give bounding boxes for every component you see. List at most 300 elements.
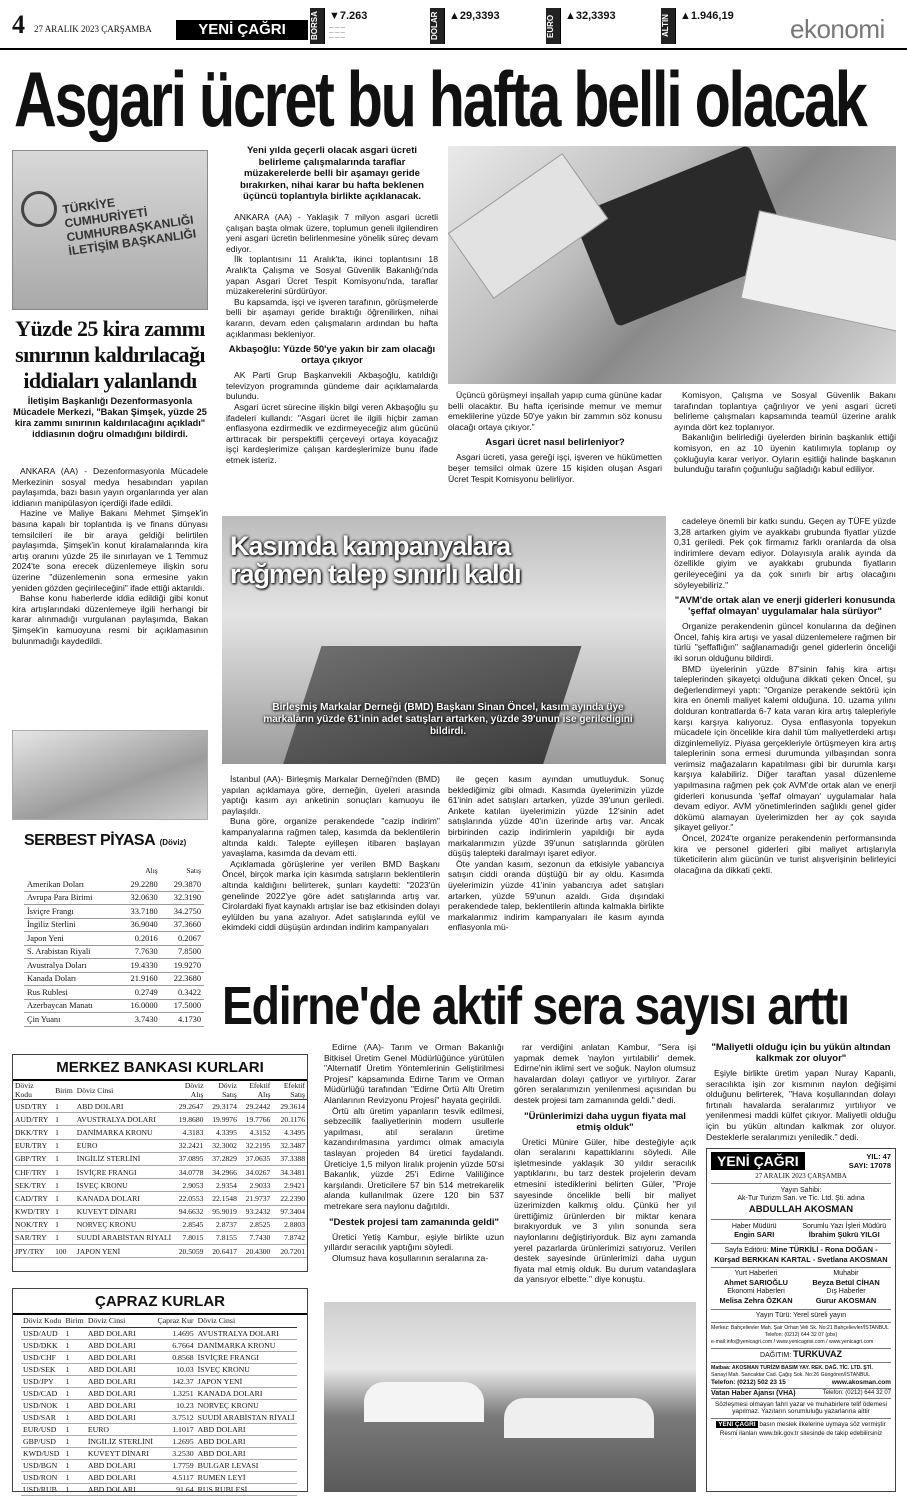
rate-value: 94.6632 — [173, 1205, 205, 1218]
paragraph: Edirne (AA)- Tarım ve Orman Bakanlığı Bitkisel Üretim Genel Müdürlüğünce yürütülen "Alternatif Üretim Yöntemlerinin Geliştirilmesi Projesi" kapsamında Edirne Tarım ve Orman Müdürlüğü tarafından "Edirne Örtü Altı Üretim Alanlarının Revizyonu Projesi" hayata geçirildi. — [324, 1042, 504, 1105]
person: İbrahim Şükrü YILGI — [808, 1230, 880, 1240]
role: Dış Haberler — [826, 1288, 866, 1296]
paragraph: Hazine ve Maliye Bakanı Mehmet Şimşek'in basına kapalı bir toplantıda iş ve finans dünyası temsilcileri ile bir araya geldiği belirtilen paylaşımda, Şimşek'in konut kiralamalarında kira artış oranını yüzde 25 ile sınırlayan ve 1 Temmuz 2024'te sona erecek düzenlemeye ilişkin soru üzerine "düzenlemenin sona ermesine yakın yeniden gözden geçirileceğini" ifade ettiği aktarıldı. — [12, 508, 208, 593]
email: e-mail:info@yenicagri.com / www.yenicagrisi.com / www.yenicagri.com — [711, 1339, 874, 1346]
cross-rate: 3.7512 — [155, 1411, 195, 1423]
table-row — [24, 986, 204, 1000]
edirne-body-col2 — [514, 1042, 696, 1285]
kira-body — [12, 466, 208, 646]
table-row — [13, 1245, 307, 1258]
currency-code: SAR/TRY — [13, 1231, 53, 1244]
table-header — [24, 864, 204, 878]
sell-value: 37.3660 — [161, 918, 204, 932]
subheading: "Ürünlerimizi daha uygun fiyata mal etmiş olduk" — [524, 1110, 686, 1133]
rate-value: 2.8737 — [205, 1218, 238, 1231]
table-row — [21, 1399, 297, 1411]
publication-type: Yayın Türü: Yerel süreli yayın — [711, 1310, 891, 1324]
table-row — [21, 1339, 297, 1351]
asgari-body-col2 — [448, 390, 662, 484]
currency-name: Avustralya Doları — [24, 959, 117, 973]
currency-name: ABD DOLARI — [86, 1327, 156, 1339]
table-row — [24, 918, 204, 932]
rate-value: 7.8015 — [173, 1231, 205, 1244]
cross-rate: 1.3251 — [155, 1387, 195, 1399]
unit: 1 — [64, 1399, 86, 1411]
person: Melisa Zehra ÖZKAN — [719, 1295, 793, 1305]
currency-name: ABD DOLARI — [86, 1471, 156, 1483]
unit: 1 — [64, 1435, 86, 1447]
mall-body-col1 — [222, 774, 440, 933]
ticker-altin — [661, 8, 734, 44]
sell-value: 22.3680 — [161, 972, 204, 986]
rate-value: 22.1548 — [205, 1192, 238, 1205]
rate-value: 20.7201 — [272, 1245, 307, 1258]
owner-label: Yayın Sahibi: — [780, 1186, 822, 1194]
currency-name: ABD DOLARI — [86, 1351, 156, 1363]
currency-name: EURO — [75, 1139, 173, 1152]
greenhouse-icon — [504, 1398, 654, 1438]
ethics-logo: YENİ ÇAĞRI — [718, 1420, 756, 1428]
unit: 1 — [64, 1351, 86, 1363]
kira-lead: İletişim Başkanlığı Dezenformasyonla Mücadele Merkezi, "Bakan Şimşek, yüzde 25 kira zammı sınırının kaldırılacağını açıkladı" iddiasının doğru olmadığını bildirdi. — [13, 396, 207, 439]
rate-value: 21.9737 — [239, 1192, 272, 1205]
sell-value: 29.3870 — [161, 878, 204, 892]
sell-value: 0.3422 — [161, 986, 204, 1000]
person: Engin SARI — [734, 1230, 775, 1240]
year: YIL: 47 — [866, 1152, 891, 1161]
logo — [176, 20, 308, 40]
person: Beyza Betül CİHAN — [812, 1277, 880, 1287]
address: Merkez: Bahçelievler Mah. Şair Orhan Veli Sk. No:21 Bahçelievler/İSTANBUL — [711, 1325, 889, 1332]
cross-rate: 3.2530 — [155, 1447, 195, 1459]
table-row — [13, 1113, 307, 1126]
currency-name: Japon Yeni — [24, 932, 117, 946]
rate-value: 2.9053 — [173, 1179, 205, 1192]
edirne-headline: Edirne'de aktif sera sayısı arttı — [222, 976, 849, 1036]
pair-code: USD/BGN — [21, 1459, 64, 1471]
capraz-table — [21, 1315, 297, 1496]
page-number: 4 — [12, 10, 25, 39]
table-row — [24, 945, 204, 959]
greenhouse-icon — [364, 1382, 484, 1422]
printer: Matbaa: AKOSMAN TURİZM BASIM YAY. REK. DAĞ. TİC. LTD. ŞTİ. — [711, 1364, 873, 1371]
legal-note: Sözleşmesi olmayan fahri yazar ve muhabirlere telif ödemesi yapılmaz. Yazıların sorumluluğu yazarlarına aittir — [715, 1400, 887, 1416]
column-header: Efektif Alış — [239, 1081, 272, 1100]
column-header: Döviz Cinsi — [75, 1081, 173, 1100]
rate-value: 37.3388 — [272, 1152, 307, 1165]
agency-phone: Telefon: (0212) 644 32 07 — [822, 1389, 891, 1396]
rate-value: 95.9019 — [205, 1205, 238, 1218]
official-ads-note: Resmi ilanları www.bik.gov.tr sitesinde de takip edebilirsiniz — [719, 1429, 883, 1437]
mall-body-col2 — [448, 774, 664, 933]
cross-rate: 6.7664 — [155, 1339, 195, 1351]
distributor: TURKUVAZ — [793, 1349, 842, 1360]
currency-name: KUVEYT DİNARI — [75, 1205, 173, 1218]
capraz-box — [12, 1288, 308, 1492]
printer-address: Sanayi Mah. Sancaktar Cad. Çağış Sok. No:26 Güngören/İSTANBUL — [711, 1371, 871, 1378]
subheading: "Maliyetli olduğu için bu yükün altından kalkmak zor oluyor" — [711, 1042, 891, 1064]
paragraph: AK Parti Grup Başkanvekili Akbaşoğlu, katıldığı televizyon programında gündeme dair açıklamalarda bulundu. — [226, 370, 438, 402]
column-header: Birim — [64, 1315, 86, 1327]
paragraph: Üretici Yetiş Kambur, eşiyle birlikte uzun yıllardır seracılık yaptığını söyledi. — [324, 1231, 504, 1253]
buy-value: 33.7180 — [117, 905, 160, 919]
rate-value: 7.8155 — [205, 1231, 238, 1244]
person: Gurur AKOSMAN — [815, 1295, 877, 1305]
pair-code: USD/SEK — [21, 1363, 64, 1375]
unit: 1 — [53, 1192, 75, 1205]
buy-value: 32.0630 — [117, 891, 160, 905]
table-row — [21, 1375, 297, 1387]
logo-text: YENİ ÇAĞRI — [198, 21, 286, 38]
unit: 1 — [64, 1363, 86, 1375]
rate-value: 37.0895 — [173, 1152, 205, 1165]
cross-rate: 1.2695 — [155, 1435, 195, 1447]
table-row — [24, 999, 204, 1013]
buy-value: 29.2280 — [117, 878, 160, 892]
ticker-label: BORSA — [310, 8, 324, 44]
paragraph: Öncel, 2024'te organize perakendenin performansında kira ve personel giderleri gibi maliyet artışlarıyla tüketicilerin alım gücünün ve turist alışverişinin belirleyici olacağına da dikkati çekti. — [674, 833, 896, 875]
mall-caption: Birleşmiş Markalar Derneği (BMD) Başkanı Sinan Öncel, kasım ayında üye markaların yüzde 61'inin adet satışları artarken, yüzde 39'unun ise geriledigini bildirdi. — [263, 702, 633, 737]
serbest-title-sub: (Döviz) — [159, 838, 187, 847]
rate-value: 4.3395 — [205, 1126, 238, 1139]
pair-code: EUR/USD — [21, 1423, 64, 1435]
pair-code: USD/NOK — [21, 1399, 64, 1411]
paragraph: Organize perakendenin güncel konularına da değinen Öncel, fahiş kira artışı ve yasal düzenlemelere rağmen bir türlü "şeffaflığın" sağlanamadığı genel giderlerin önceliği iki sorun olduğunu bildirdi. — [674, 621, 896, 663]
table-row — [21, 1327, 297, 1339]
sell-value: 32.3190 — [161, 891, 204, 905]
currency-name: ABD DOLARI — [86, 1483, 156, 1495]
cross-rate: 4.5117 — [155, 1471, 195, 1483]
buy-value: 3.7430 — [117, 1013, 160, 1027]
table-row — [21, 1351, 297, 1363]
paragraph: Örtü altı üretim yapanların tesvik edilmesi, sebzecilik faaliyetlerinin modern usullerle yapılması, atıl seraların üretime kazandırılmasına yardımcı olmak amacıyla taslayan projeden 84 üretici faydalandı. Üreticiye 1,5 milyon liralık projenin yüzde 50'si Bakanlık, yüzde 25'i Edirne Valiliğince karşılandı. Üreticilere 57 bin 514 metrekarelik alanda kullanılmak üzere 120 bin 537 metrekare sera naylonu dağıtıldı. — [324, 1105, 504, 1211]
impressum-date: 27 ARALIK 2023 ÇARŞAMBA — [711, 1170, 891, 1184]
currency-name: İSVİÇRE FRANGI — [75, 1165, 173, 1178]
paragraph: Bakanlığın belirlediği üyelerden birinin başkanlık ettiği komisyon, en az 10 üyenin katılımıyla toplanıp oy çokluğuyla karar veriyor. Oyların eşitliği halinde başkanın bulunduğu tarafın çoğunluğu sağladığı kabul ediliyor. — [674, 432, 896, 475]
currency-name: ABD DOLARI — [86, 1387, 156, 1399]
owner-company: Ak-Tur Turizm San. ve Tic. Ltd. Şti. adına — [737, 1195, 865, 1203]
cross-rate: 10.03 — [155, 1363, 195, 1375]
currency-name: S. Arabistan Riyali — [24, 945, 117, 959]
greenhouse-photo — [324, 1302, 696, 1492]
rate-value: 93.2432 — [239, 1205, 272, 1218]
banknote-icon — [740, 210, 896, 331]
table-row — [24, 959, 204, 973]
currency-code: KWD/TRY — [13, 1205, 53, 1218]
headline-text: Asgari ücret bu hafta belli olacak — [14, 56, 866, 142]
unit: 1 — [64, 1423, 86, 1435]
mall-body-col3 — [674, 516, 896, 875]
paragraph: Bahse konu haberlerde iddia edildiği gibi konut kira artışlarındaki düzenlemeye ilgili herhangi bir karar alınmadığı vurgulanan paylaşımda, Bakan Şimşek'in kamuoyuna resmi bir açıklamasının bulunmadığı kaydedildi. — [12, 593, 208, 646]
column-header: Döviz Kodu — [13, 1081, 53, 1100]
sell-value: 19.9270 — [161, 959, 204, 973]
masthead — [0, 0, 907, 50]
paragraph: cadeleye önemli bir katkı sundu. Geçen ay TÜFE yüzde 3,28 artarken giyim ve ayakkabı grubunda fiyatlar yüzde 0,31 geriledi. Pek çok firmamız farklı oranlarda da olsa indirimlere devam ediyor. Dolayısıyla aralık ayında da özellikle giyim ve ayakkabı grubunda fiyatların gerileyeceğini ya da çok sınırlı bir artış olacağını söyleyebiliriz." — [674, 516, 896, 590]
cross-rate: 1.1017 — [155, 1423, 195, 1435]
person: Ahmet SARIOĞLU — [723, 1277, 789, 1287]
currency-name: KANADA DOLARI — [196, 1387, 297, 1399]
ticker-value: ▲32,3393 — [565, 10, 616, 22]
role: Muhabir — [833, 1270, 859, 1278]
asgari-photo — [448, 146, 896, 384]
unit: 1 — [53, 1165, 75, 1178]
sell-value: 34.2750 — [161, 905, 204, 919]
cross-rate: 142.37 — [155, 1375, 195, 1387]
cross-rate: 1.7759 — [155, 1459, 195, 1471]
currency-name: DANİMARKA KRONU — [196, 1339, 297, 1351]
cross-rate: 0.8568 — [155, 1351, 195, 1363]
ethics-note — [711, 1418, 891, 1430]
unit: 1 — [64, 1459, 86, 1471]
currency-name: ABD DOLARI — [86, 1363, 156, 1375]
rate-value: 2.8525 — [239, 1218, 272, 1231]
table-row — [13, 1139, 307, 1152]
currency-name: ABD DOLARI — [86, 1375, 156, 1387]
pair-code: USD/CHF — [21, 1351, 64, 1363]
sell-value: 0.2067 — [161, 932, 204, 946]
column-header: Döviz Satış — [205, 1081, 238, 1100]
currency-name: Rus Rublesi — [24, 986, 117, 1000]
pair-code: USD/CAD — [21, 1387, 64, 1399]
currency-name: İngiliz Sterlini — [24, 918, 117, 932]
pair-code: USD/SAR — [21, 1411, 64, 1423]
table-row — [24, 878, 204, 892]
pair-code: USD/DKK — [21, 1339, 64, 1351]
table-row — [13, 1152, 307, 1165]
serbest-table — [24, 864, 204, 1027]
rate-value: 20.1176 — [272, 1113, 307, 1126]
table-row — [13, 1205, 307, 1218]
role: Sorumlu Yazı İşleri Müdürü — [802, 1222, 887, 1230]
buy-value: 19.4330 — [117, 959, 160, 973]
currency-name: İNGİLİZ STERLİNİ — [75, 1152, 173, 1165]
mall-headline: Kasımda kampanyalara rağmen talep sınırlı kaldı — [230, 531, 521, 589]
asgari-lead: Yeni yılda geçerli olacak asgari ücreti belirleme çalışmalarında taraflar müzakerelerde belli bir aşamayı geride bırakırken, nihai karar bu hafta beklenen üçüncü toplantıyla birlikte açıklanacak. — [240, 145, 424, 203]
currency-name: KANADA DOLARI — [75, 1192, 173, 1205]
table-row — [24, 1013, 204, 1027]
rate-value: 29.3614 — [272, 1100, 307, 1113]
paragraph: İlk toplantısını 11 Aralık'ta, ikinci toplantısını 18 Aralık'ta Çalışma ve Sosyal Güvenlik Bakanlığı'nda yapan Asgari Ücret Tespit Komisyonu'nda, taraflar müzakerelerini sürdürüyor. — [226, 254, 438, 297]
currency-name: KUVEYT DİNARI — [86, 1447, 156, 1459]
emblem-icon — [21, 191, 57, 227]
ticker-dolar — [430, 8, 500, 44]
rate-value: 2.8803 — [272, 1218, 307, 1231]
unit: 1 — [53, 1179, 75, 1192]
asgari-body-col3 — [674, 390, 896, 475]
buy-value: 0.2016 — [117, 932, 160, 946]
currency-name: SUUDİ ARABİSTAN RİYALİ — [75, 1231, 173, 1244]
ticker-label: DOLAR — [430, 8, 444, 44]
table-row — [21, 1447, 297, 1459]
currency-name: Çin Yuanı — [24, 1013, 117, 1027]
currency-name: Azerbaycan Manatı — [24, 999, 117, 1013]
currency-code: GBP/TRY — [13, 1152, 53, 1165]
currency-name: Kanada Doları — [24, 972, 117, 986]
page-editors — [711, 1244, 891, 1268]
currency-name: Amerikan Doları — [24, 878, 117, 892]
rate-value: 2.9421 — [272, 1179, 307, 1192]
serbest-photo — [12, 730, 208, 820]
pair-code: USD/RUB — [21, 1483, 64, 1495]
paragraph: Asgari ücret sürecine ilişkin bilgi veren Akbaşoğlu şu ifadeleri kullandı: "Asgari ücret ile ilgili hiçbir zaman enflasyona ezdirmedik ve ezdirmeyeceğiz alım gücünü arttıracak bir perspektifli çerçeveyi ortaya koyacağız işçi kardeşlerimize çalışan kardeşlerimize bunu ifade etmek isteriz. — [226, 401, 438, 465]
currency-code: NOK/TRY — [13, 1218, 53, 1231]
ticker-value: ▼7.263 — [329, 10, 368, 22]
unit: 100 — [53, 1245, 75, 1258]
currency-name: SUUDİ ARABİSTAN RİYALİ — [196, 1411, 297, 1423]
buy-value: 36.9040 — [117, 918, 160, 932]
column-header: Döviz Alış — [173, 1081, 205, 1100]
printer-web: www.akosman.com — [831, 1378, 891, 1386]
rate-value: 19.8680 — [173, 1113, 205, 1126]
table-row — [24, 972, 204, 986]
currency-name: EURO — [86, 1423, 156, 1435]
banknote-icon — [448, 153, 608, 299]
agency-row — [711, 1388, 891, 1399]
rate-value: 2.9033 — [239, 1179, 272, 1192]
paragraph: Üçüncü görüşmeyi inşallah yapıp cuma gününe kadar belli olacaktır. Bu hafta içerisinde memur ve memur emeklilerine yüzde 50'ye yakın bir zammın söz konusu olacağı ortaya çıkıyor." — [448, 390, 662, 432]
section-name: ekonomi — [790, 14, 885, 44]
currency-name: AVUSTRALYA DOLARI — [75, 1113, 173, 1126]
table-row — [21, 1363, 297, 1375]
currency-name: ABD DOLARI — [196, 1423, 297, 1435]
currency-name: BULGAR LEVASI — [196, 1459, 297, 1471]
staff-row — [711, 1288, 891, 1309]
rate-value: 34.0267 — [239, 1165, 272, 1178]
currency-name: İSVEÇ KRONU — [75, 1179, 173, 1192]
unit: 1 — [53, 1205, 75, 1218]
person: Mine TÜRKİLİ - Rona DOĞAN - Kürşad BERKKAN KARTAL - Svetlana AKOSMAN — [714, 1244, 888, 1264]
rate-value: 22.0553 — [173, 1192, 205, 1205]
unit: 1 — [64, 1447, 86, 1459]
ticker-value: ▲29,3393 — [449, 10, 500, 22]
table-row — [21, 1423, 297, 1435]
serbest-title — [24, 832, 208, 850]
ethics-text: basın meslek ilkelerine uymaya söz vermiştir — [759, 1420, 886, 1428]
paragraph: Asgari ücreti, yasa gereği işçi, işveren ve hükümetten beşer temsilci olmak üzere 15 kişiden oluşan Asgari Ücret Tespit Komisyonu belirliyor. — [448, 452, 662, 484]
table-row — [13, 1165, 307, 1178]
buy-value: 16.0000 — [117, 999, 160, 1013]
currency-name: NORVEÇ KRONU — [196, 1399, 297, 1411]
currency-name: ABD DOLARI — [86, 1339, 156, 1351]
rate-value: 34.2966 — [205, 1165, 238, 1178]
table-row — [13, 1218, 307, 1231]
table-row — [24, 905, 204, 919]
rate-value: 4.3152 — [239, 1126, 272, 1139]
rate-value: 4.3495 — [272, 1126, 307, 1139]
role: Sayfa Editörü: — [724, 1246, 769, 1254]
unit: 1 — [53, 1152, 75, 1165]
pair-code: USD/JPY — [21, 1375, 64, 1387]
unit: 1 — [64, 1471, 86, 1483]
table-row — [21, 1387, 297, 1399]
table-row — [13, 1100, 307, 1113]
rate-value: 2.8545 — [173, 1218, 205, 1231]
main-headline — [0, 56, 907, 142]
column-header: Döviz Cinsi — [86, 1315, 156, 1327]
currency-name: NORVEÇ KRONU — [75, 1218, 173, 1231]
currency-name: İSVEÇ KRONU — [196, 1363, 297, 1375]
subheading: Akbaşoğlu: Yüzde 50'ye yakın bir zam olacağı ortaya çıkıyor — [228, 344, 436, 367]
table-row — [21, 1459, 297, 1471]
rate-value: 37.2829 — [205, 1152, 238, 1165]
column-header: Birim — [53, 1081, 75, 1100]
cross-rate: 1.4695 — [155, 1327, 195, 1339]
unit: 1 — [64, 1375, 86, 1387]
currency-name: İSVİÇRE FRANGI — [196, 1351, 297, 1363]
table-row — [24, 891, 204, 905]
ticker-borsa — [310, 8, 368, 44]
rate-value: 34.0778 — [173, 1165, 205, 1178]
paragraph: Komisyon, Çalışma ve Sosyal Güvenlik Bakanı tarafından toplantıya çağrılıyor ve yeni asgari ücreti belirleme çalışmaları kapsamında teamül üzerine aralık ayında dört kez toplanıyor. — [674, 390, 896, 432]
kira-photo — [12, 150, 208, 310]
ticker-details: — — — — — — — — — — [329, 25, 346, 40]
currency-name: ABD DOLARI — [86, 1459, 156, 1471]
role: Ekonomi Haberleri — [727, 1288, 785, 1296]
unit: 1 — [53, 1113, 75, 1126]
pair-code: GBP/USD — [21, 1435, 64, 1447]
currency-name: ABD DOLARI — [196, 1435, 297, 1447]
printer-phone: Telefon: (0212) 502 23 15 — [711, 1378, 786, 1386]
rate-value: 32.2195 — [239, 1139, 272, 1152]
ticker-label: ALTIN — [661, 8, 675, 44]
currency-name: JAPON YENİ — [75, 1245, 173, 1258]
currency-name: ABD DOLARI — [86, 1411, 156, 1423]
currency-code: CHF/TRY — [13, 1165, 53, 1178]
currency-code: DKK/TRY — [13, 1126, 53, 1139]
capraz-title: ÇAPRAZ KURLAR — [13, 1289, 307, 1315]
rate-value: 34.3481 — [272, 1165, 307, 1178]
role: Haber Müdürü — [731, 1222, 777, 1230]
paragraph: Bu kapsamda, işçi ve işveren tarafının, görüşmelerde belli bir aşamayı geride bıraktığı öğrenilirken, nihai kararın, devam eden çalışmaların ardından bu hafta açıklanması bekleniyor. — [226, 296, 438, 339]
paragraph: Eşiyle birlikte üretim yapan Nuray Kapanlı, seracılıkta işin zor kısmının naylon değişimi olduğunu belirterek, "Hava koşullarından dolayı fırtınalı havalarda seralarımız yırtılıyor ve yenilenmesi maddi külfet çıkıyor. Maliyetli olduğu için bu yükün altından kalkmak zor oluyor. Desteklerle seralarımızı yeniledik." dedi. — [706, 1068, 896, 1142]
buy-value: 0.2749 — [117, 986, 160, 1000]
currency-name: ABD DOLARI — [75, 1100, 173, 1113]
sell-value: 17.5000 — [161, 999, 204, 1013]
paragraph: rar verdiğini anlatan Kambur, "Sera işi yapmak demek 'naylon yırtılabilir' demek. Edirne'nin iklimi sert ve soğuk. Naylon olumsuz havalardan dolayı çatlıyor ve yırtılıyor. Zarar gören seralarımızın yenilenmesi açısından bu destek projesi tam zamanında geldi." dedi. — [514, 1042, 696, 1105]
edirne-headline-box — [222, 976, 902, 1036]
ticker-euro — [546, 8, 616, 44]
paragraph: Açıklamada görüşlerine yer verilen BMD Başkanı Öncel, birçok marka için kasımda satışların beklentilerin altında kaldığını belirterek, şunları kaydetti: "2023'ün genelinde 2022'ye göre adet satışlarında artış var. Cirolardaki fiyat kaynaklı artışlar ise baz etkisinden dolayı eylülden bu yana azalıyor. Adet satışlarında eylül ve ekimdeki ciddi düşüşün ardından indirim kampanyaları — [222, 858, 440, 933]
column-header: Çapraz Kur — [155, 1315, 195, 1327]
mall-photo — [222, 516, 666, 764]
paragraph: Buna göre, organize perakendede "cazip indirim" kampanyalarına rağmen talep, kasımda da beklentilerin altında kaldı. Talepte eyilleşen itibaren başlayan yavaşlama, kasımda da devam etti. — [222, 816, 440, 859]
sell-value: 7.8500 — [161, 945, 204, 959]
paragraph: BMD üyelerinin yüzde 87'sinin fahiş kira artışı taleplerinden şikayetçi olduğuna dikkati çeken Öncel, şu değerlendirmeyi yaptı: "Organize perakende sektörü için kira en önemli maliyet kalemi olduğuna. 10. uzama yılını dolduran kontratlarda 6-7 kata varan kira artış talepleriyle karşı karşıya kalıyoruz. Oysa enflasyonla topyekun mücadele için öncelikle kira dahil tüm maliyetlerdeki artışı dizginlemeliyiz. Piyasa gerçekleriyle örtüşmeyen kira artış taleplerinin sona ermesi durumunda yılbaşından sonra verimsiz mağazaların kapatılması gibi bir durumla karşı karşıya kalabiliriz. Diğer taraftan yasal düzenleme yapılmasına rağmen pek çok AVM'de ortak alan ve enerji giderleri konusunda 'şeffaf olmayan' uygulamalar hala devam ediyor. AVM yönetimlerinden sağlıklı genel gider dökümü alamayan üyelerimizden her ay çok sayıda şikayet geliyor." — [674, 663, 896, 833]
currency-name: RUS RUBLESİ — [196, 1483, 297, 1495]
table-row — [21, 1435, 297, 1447]
subheading: "AVM'de ortak alan ve enerji giderleri konusunda 'şeffaf olmayan' uygulamalar hala sürüyor" — [674, 595, 896, 618]
paragraph: Olumsuz hava koşullarının seralarına za- — [332, 1252, 489, 1263]
rate-value: 4.3183 — [173, 1126, 205, 1139]
issue-date: 27 ARALIK 2023 ÇARŞAMBA — [34, 24, 152, 34]
impressum-logo: YENİ ÇAĞRI — [711, 1152, 805, 1170]
unit: 1 — [64, 1339, 86, 1351]
rate-value: 22.2390 — [272, 1192, 307, 1205]
unit: 1 — [53, 1139, 75, 1152]
currency-code: SEK/TRY — [13, 1179, 53, 1192]
buy-value: 7.7630 — [117, 945, 160, 959]
unit: 1 — [64, 1483, 86, 1495]
currency-name: RUMEN LEYİ — [196, 1471, 297, 1483]
building-sign: TÜRKİYE CUMHURİYETİ CUMHURBAŞKANLIĞI İLETİŞİM BAŞKANLIĞI — [61, 195, 197, 259]
merkez-box — [12, 1054, 308, 1272]
currency-code: AUD/TRY — [13, 1113, 53, 1126]
pair-code: KWD/USD — [21, 1447, 64, 1459]
merkez-title: MERKEZ BANKASI KURLARI — [13, 1055, 307, 1081]
serbest-title-text: SERBEST PİYASA — [24, 832, 156, 849]
rate-value: 7.8742 — [272, 1231, 307, 1244]
table-row — [13, 1179, 307, 1192]
